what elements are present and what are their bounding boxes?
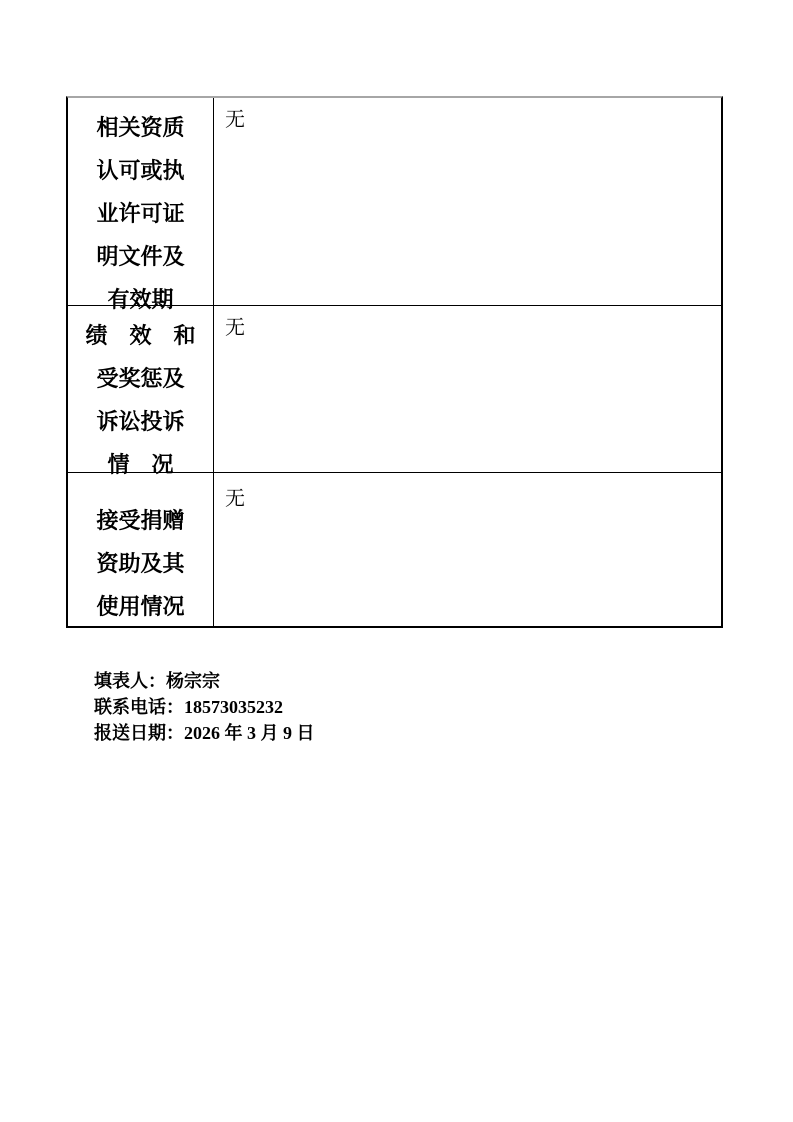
label-line: 认可或执	[96, 158, 185, 183]
row-value-cell-performance	[214, 306, 721, 472]
footer-contact-phone: 联系电话：18573035232	[94, 697, 283, 717]
table-row-donations	[68, 473, 721, 626]
value-text: 无	[225, 488, 245, 510]
row-label-cell-donations	[68, 473, 214, 626]
label-line: 相关资质	[96, 115, 185, 140]
label-line: 情 况	[107, 452, 174, 477]
table-row-performance	[68, 306, 721, 477]
label-line: 资助及其	[96, 551, 185, 576]
value-text: 无	[225, 317, 245, 339]
label-line: 接受捐赠	[96, 508, 185, 533]
value-text: 无	[225, 109, 245, 131]
form-footer	[76, 642, 315, 772]
table-row-qualifications	[68, 98, 721, 312]
row-label-cell-performance	[68, 306, 214, 477]
label-line: 诉讼投诉	[96, 409, 185, 434]
label-line: 使用情况	[96, 594, 185, 619]
label-line: 绩 效 和	[85, 323, 196, 348]
footer-report-date: 报送日期：2026 年 3 月 9 日	[94, 723, 315, 743]
label-line: 业许可证	[96, 201, 185, 226]
row-label-cell-qualifications	[68, 98, 214, 312]
row-value-cell-qualifications	[214, 98, 721, 305]
info-table	[66, 96, 723, 628]
label-line: 受奖惩及	[96, 366, 185, 391]
row-value-cell-donations	[214, 473, 721, 626]
footer-filler-name: 填表人：杨宗宗	[94, 671, 220, 691]
label-line: 有效期	[107, 287, 174, 312]
label-line: 明文件及	[96, 244, 185, 269]
